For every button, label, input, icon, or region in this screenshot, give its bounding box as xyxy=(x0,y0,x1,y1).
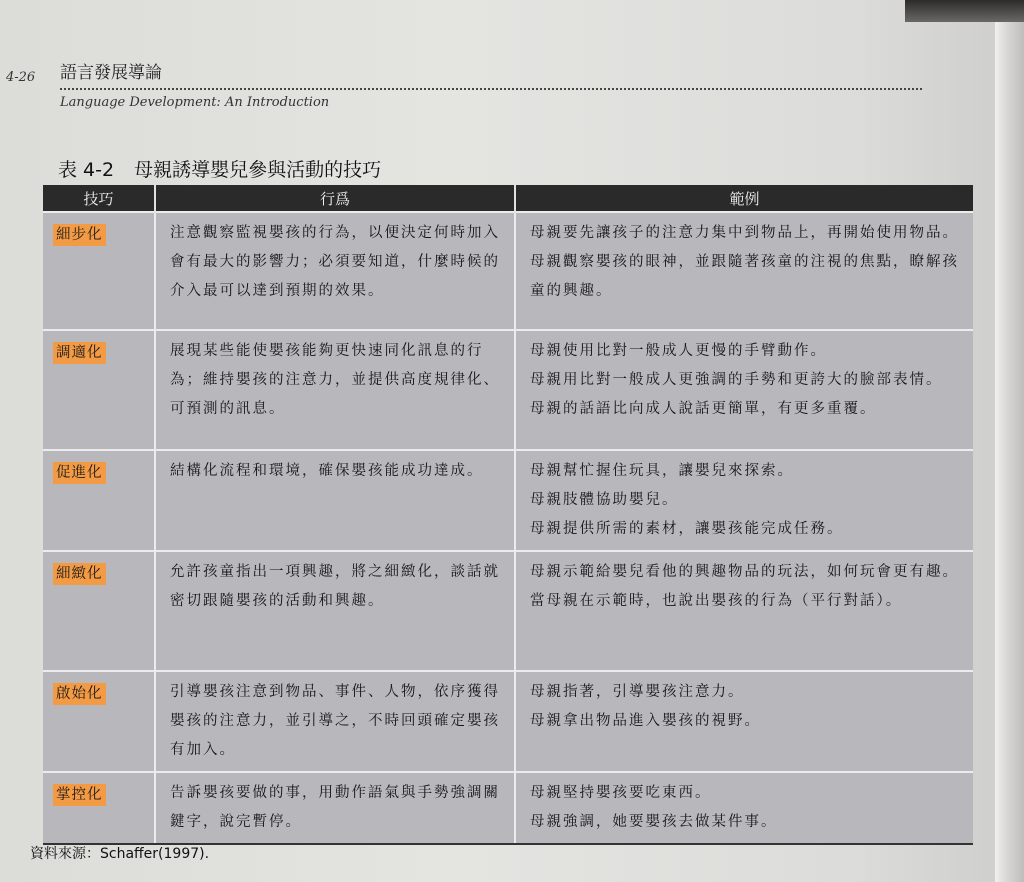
technique-label: 啟始化 xyxy=(53,683,106,705)
example-line: 母親觀察嬰孩的眼神，並跟隨著孩童的注視的焦點，瞭解孩童的興趣。 xyxy=(530,254,959,299)
technique-label: 細步化 xyxy=(53,224,106,246)
table-row xyxy=(43,551,973,671)
example-line: 母親使用比對一般成人更慢的手臂動作。 xyxy=(530,343,827,359)
example-line: 母親用比對一般成人更強調的手勢和更誇大的臉部表情。 xyxy=(530,372,943,388)
example-line: 當母親在示範時，也說出嬰孩的行為（平行對話）。 xyxy=(530,593,903,609)
table-number: 表 4-2 xyxy=(58,159,115,181)
technique-cell xyxy=(43,450,155,551)
example-cell xyxy=(515,330,973,450)
technique-cell xyxy=(43,772,155,843)
example-cell xyxy=(515,551,973,671)
example-cell xyxy=(515,450,973,551)
example-line: 母親拿出物品進入嬰孩的視野。 xyxy=(530,713,761,729)
technique-label: 掌控化 xyxy=(53,784,106,806)
page-number: 4-26 xyxy=(6,70,36,85)
behavior-cell: 允許孩童指出一項興趣，將之細緻化，談話就密切跟隨嬰孩的活動和興趣。 xyxy=(155,551,515,671)
example-cell xyxy=(515,772,973,843)
source-note: 資料來源：Schaffer(1997). xyxy=(30,846,210,862)
techniques-table xyxy=(43,185,973,843)
technique-label: 細緻化 xyxy=(53,563,106,585)
table-row xyxy=(43,330,973,450)
technique-cell xyxy=(43,551,155,671)
example-line: 母親指著，引導嬰孩注意力。 xyxy=(530,684,745,700)
column-header-technique: 技巧 xyxy=(43,185,155,212)
behavior-cell: 告訴嬰孩要做的事，用動作語氣與手勢強調關鍵字，說完暫停。 xyxy=(155,772,515,843)
example-cell xyxy=(515,212,973,330)
column-header-behavior: 行爲 xyxy=(155,185,515,212)
example-line: 母親提供所需的素材，讓嬰孩能完成任務。 xyxy=(530,521,844,537)
table-row xyxy=(43,772,973,843)
table-row xyxy=(43,671,973,772)
behavior-cell: 結構化流程和環境，確保嬰孩能成功達成。 xyxy=(155,450,515,551)
technique-cell xyxy=(43,671,155,772)
book-subtitle: Language Development: An Introduction xyxy=(60,95,330,110)
technique-cell xyxy=(43,212,155,330)
technique-label: 調適化 xyxy=(53,342,106,364)
background-corner xyxy=(905,0,1024,22)
technique-cell xyxy=(43,330,155,450)
example-line: 母親強調，她要嬰孩去做某件事。 xyxy=(530,814,778,830)
example-line: 母親的話語比向成人說話更簡單，有更多重覆。 xyxy=(530,401,877,417)
book-title: 語言發展導論 xyxy=(60,63,162,83)
example-line: 母親示範給嬰兒看他的興趣物品的玩法，如何玩會更有趣。 xyxy=(530,564,959,580)
column-header-example: 範例 xyxy=(515,185,973,212)
example-line: 母親要先讓孩子的注意力集中到物品上，再開始使用物品。 xyxy=(530,225,959,241)
table-caption xyxy=(58,155,381,182)
example-line: 母親幫忙握住玩具，讓嬰兒來探索。 xyxy=(530,463,794,479)
table-row xyxy=(43,450,973,551)
behavior-cell: 引導嬰孩注意到物品、事件、人物，依序獲得嬰孩的注意力，並引導之，不時回頭確定嬰孩有加入。 xyxy=(155,671,515,772)
behavior-cell: 注意觀察監視嬰孩的行為，以便決定何時加入會有最大的影響力；必須要知道，什麼時候的介入最可以達到預期的效果。 xyxy=(155,212,515,330)
table-container xyxy=(43,185,973,845)
header-rule xyxy=(60,88,922,90)
example-cell xyxy=(515,671,973,772)
table-row xyxy=(43,212,973,330)
behavior-cell: 展現某些能使嬰孩能夠更快速同化訊息的行為；維持嬰孩的注意力，並提供高度規律化、可預測的訊息。 xyxy=(155,330,515,450)
technique-label: 促進化 xyxy=(53,462,106,484)
next-page-edge xyxy=(995,0,1024,882)
table-header-row xyxy=(43,185,973,212)
example-line: 母親肢體協助嬰兒。 xyxy=(530,492,679,508)
table-title: 母親誘導嬰兒參與活動的技巧 xyxy=(134,159,382,181)
example-line: 母親堅持嬰孩要吃東西。 xyxy=(530,785,712,801)
